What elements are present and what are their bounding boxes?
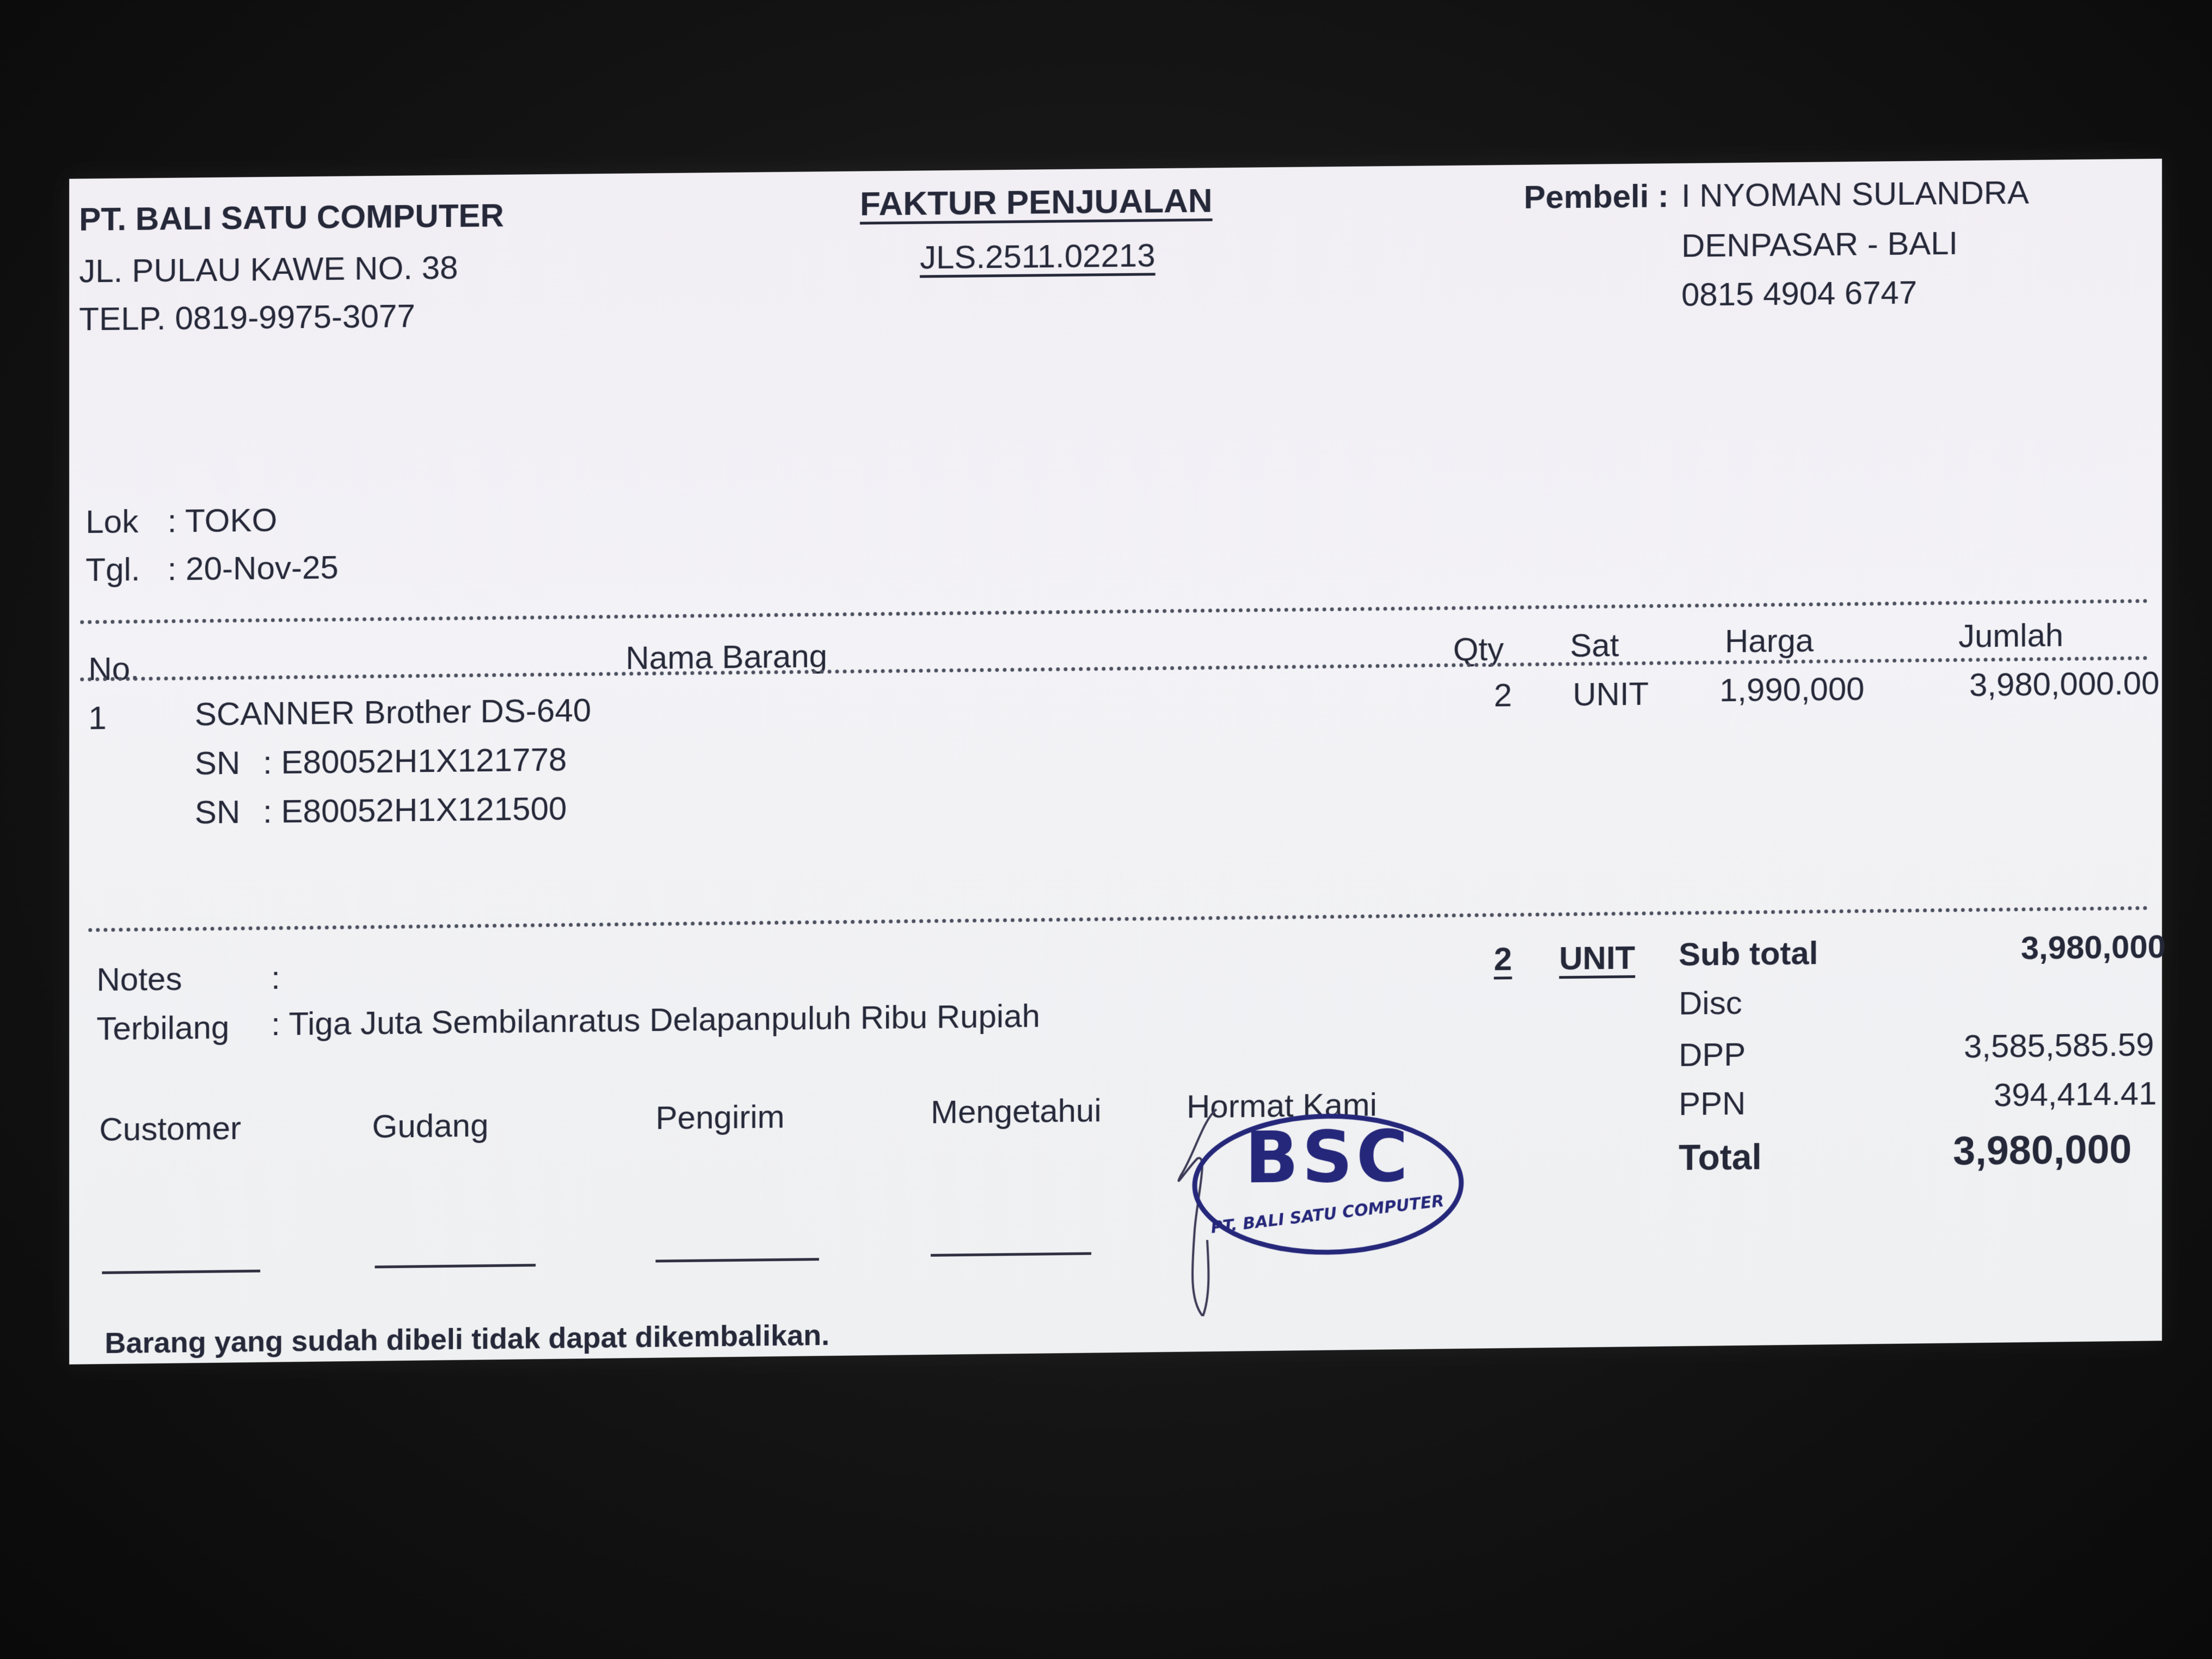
dpp-label: DPP <box>1679 1036 1746 1073</box>
serial-value: : E80052H1X121500 <box>263 790 567 830</box>
signature-line-pengirim <box>655 1258 819 1262</box>
buyer-phone: 0815 4904 6747 <box>1681 274 1918 313</box>
lok-label: Lok <box>85 503 139 540</box>
seller-address: JL. PULAU KAWE NO. 38 <box>79 249 458 290</box>
invoice-title: FAKTUR PENJUALAN <box>859 182 1213 223</box>
sign-gudang-label: Gudang <box>372 1107 489 1145</box>
tgl-label: Tgl. <box>85 551 140 588</box>
header-jumlah: Jumlah <box>1958 617 2064 655</box>
sign-mengetahui-label: Mengetahui <box>930 1092 1102 1130</box>
header-no: No. <box>88 650 139 687</box>
dpp-value: 3,585,585.59 <box>1964 1026 2154 1065</box>
ppn-value: 394,414.41 <box>1993 1075 2157 1114</box>
invoice-number: JLS.2511.02213 <box>919 237 1156 276</box>
signature-line-gudang <box>375 1264 536 1268</box>
invoice-document <box>69 159 2166 1365</box>
total-unit: UNIT <box>1559 939 1636 977</box>
notes-label: Notes <box>96 960 182 998</box>
signature-line-mengetahui <box>931 1252 1091 1257</box>
header-nama-barang: Nama Barang <box>625 637 827 677</box>
total-value: 3,980,000 <box>1953 1126 2132 1173</box>
header-sat: Sat <box>1570 626 1619 664</box>
lok-value: : TOKO <box>167 501 278 539</box>
subtotal-label: Sub total <box>1679 935 1818 973</box>
header-qty: Qty <box>1453 630 1504 668</box>
total-qty: 2 <box>1494 941 1512 978</box>
row-sat: UNIT <box>1572 675 1649 713</box>
header-harga: Harga <box>1725 622 1814 660</box>
row-qty: 2 <box>1494 677 1512 714</box>
stamp-initials: BSC <box>1244 1115 1411 1200</box>
disclaimer: Barang yang sudah dibeli tidak dapat dikembalikan. <box>105 1318 830 1360</box>
signature-line-customer <box>102 1270 260 1274</box>
serial-value: : E80052H1X121778 <box>263 741 567 781</box>
notes-value: : <box>271 959 280 996</box>
seller-name: PT. BALI SATU COMPUTER <box>79 196 504 238</box>
sign-pengirim-label: Pengirim <box>655 1098 785 1136</box>
sign-hormat-label: Hormat Kami <box>1186 1086 1377 1125</box>
tgl-value: : 20-Nov-25 <box>167 549 339 587</box>
stamp-company: PT. BALI SATU COMPUTER <box>1209 1191 1445 1238</box>
row-harga: 1,990,000 <box>1719 670 1865 709</box>
row-no: 1 <box>88 699 107 736</box>
seller-phone: TELP. 0819-9975-3077 <box>79 297 415 337</box>
sign-customer-label: Customer <box>99 1109 242 1148</box>
company-stamp <box>1165 1085 1470 1317</box>
buyer-city: DENPASAR - BALI <box>1681 224 1958 264</box>
serial-label: SN <box>194 744 241 782</box>
signature-scrawl <box>1178 1109 1216 1317</box>
total-label: Total <box>1679 1136 1762 1178</box>
buyer-label: Pembeli : <box>1523 177 1669 216</box>
divider-top <box>80 599 2148 624</box>
terbilang-label: Terbilang <box>96 1009 230 1047</box>
row-jumlah: 3,980,000.00 <box>1969 665 2160 703</box>
row-item-name: SCANNER Brother DS-640 <box>194 692 592 733</box>
buyer-name: I NYOMAN SULANDRA <box>1681 174 2029 214</box>
terbilang-value: : Tiga Juta Sembilanratus Delapanpuluh Ribu Rupiah <box>271 997 1040 1042</box>
divider-footer <box>88 906 2148 932</box>
subtotal-value: 3,980,000 <box>2020 928 2166 967</box>
serial-label: SN <box>194 793 241 831</box>
disc-label: Disc <box>1679 984 1742 1022</box>
ppn-label: PPN <box>1679 1085 1746 1122</box>
